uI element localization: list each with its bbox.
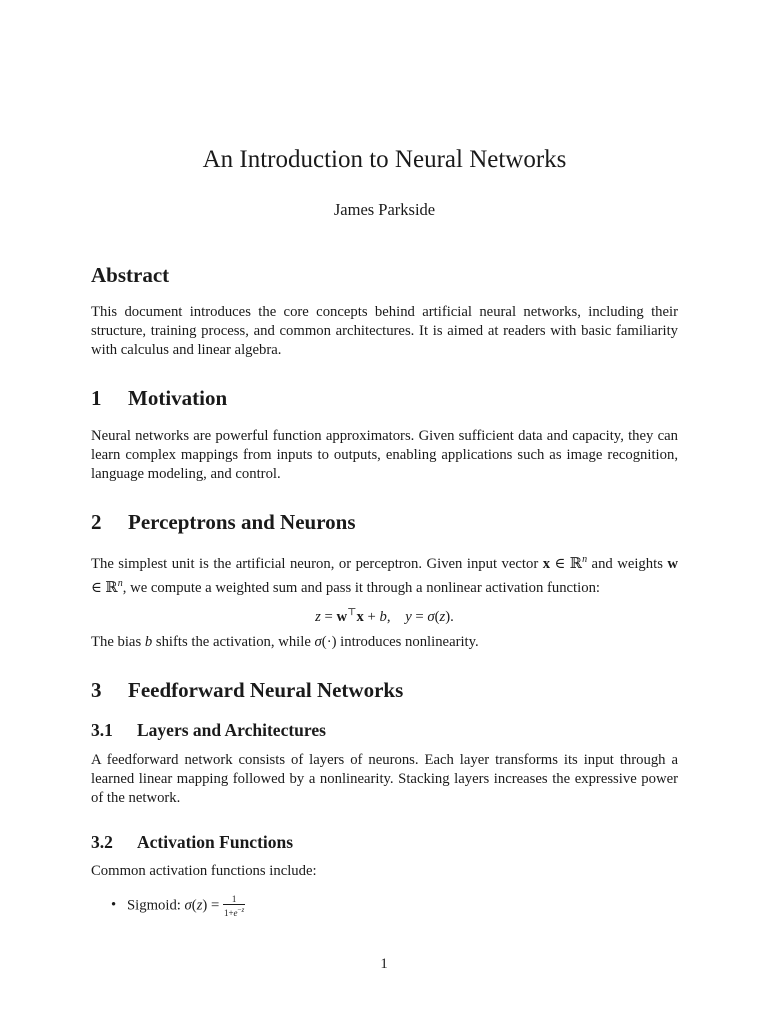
sigmoid-fraction: $\frac{1}{1+e^{-z}}$: [223, 894, 245, 918]
subsection-3-2-text: Common activation functions include:: [91, 863, 317, 879]
section-title: Feedforward Neural Networks: [128, 678, 404, 702]
subsection-3-1-heading: [91, 720, 326, 741]
bullet-icon: •: [111, 897, 117, 914]
author-name: James Parkside: [333, 200, 436, 219]
paper-title: An Introduction to Neural Networks: [202, 146, 567, 173]
neuron-equation: z = w⊤x + b, y = σ(z).: [315, 607, 454, 625]
subsection-title: Layers and Architectures: [137, 720, 326, 740]
subsection-number: 3.2: [91, 832, 113, 852]
page-number: 1: [380, 956, 388, 972]
section-3-heading: [91, 678, 403, 703]
abstract-text: This document introduces the core concepts behind artificial neural networks, including their structure, training process, and common architectures. It is aimed at readers with basic familiarity with calculus and linear algebra.: [91, 304, 678, 358]
section-2-text: The simplest unit is the artificial neuron, or perceptron. Given input vector x ∈ ℝ$^n$ and weights w ∈ ℝ$^n$, we compute a weighted sum and pass it through a nonlinear activation function:: [91, 554, 678, 596]
section-number: 1: [91, 386, 102, 410]
list-item: • Sigmoid: σ(z) = $\frac{1}{1+e^{-z}}$: [111, 894, 245, 918]
section-2-heading: [91, 510, 356, 535]
section-number: 2: [91, 510, 102, 534]
section-1-text: Neural networks are powerful function approximators. Given sufficient data and capacity, they can learn complex mappings from inputs to outputs, enabling applications such as image recognition, language modeling, and control.: [91, 428, 678, 482]
subsection-title: Activation Functions: [137, 832, 294, 852]
abstract-heading: Abstract: [91, 263, 170, 287]
subsection-number: 3.1: [91, 720, 113, 740]
list-item-label: Sigmoid:: [127, 897, 181, 914]
subsection-3-2-heading: [91, 832, 293, 853]
section-1-heading: [91, 386, 227, 411]
section-number: 3: [91, 678, 102, 702]
section-2-text-bias: The bias b shifts the activation, while σ(·) introduces nonlinearity.: [91, 634, 479, 650]
section-title: Perceptrons and Neurons: [128, 510, 356, 534]
subsection-3-1-text: A feedforward network consists of layers of neurons. Each layer transforms its input through a learned linear mapping followed by a nonlinearity. Stacking layers increases the expressive power of the network.: [91, 752, 678, 806]
section-title: Motivation: [128, 386, 228, 410]
